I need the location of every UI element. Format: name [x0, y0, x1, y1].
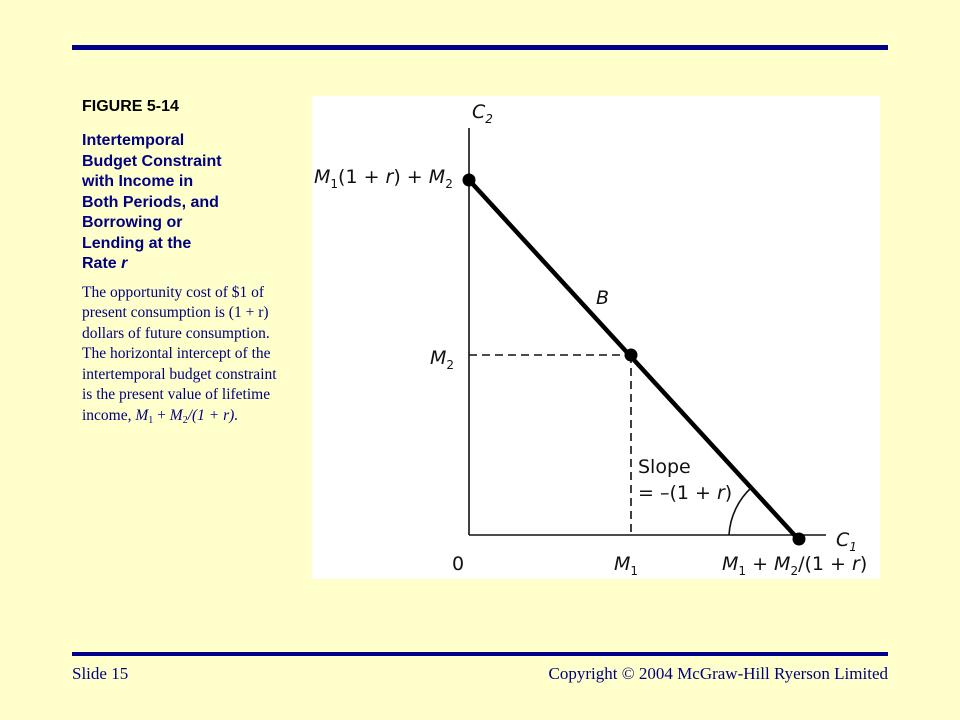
slope-angle-arc: [729, 487, 752, 535]
diagram-svg: [312, 96, 880, 579]
slope-label-line1: Slope: [638, 456, 691, 478]
bottom-divider: [72, 652, 888, 656]
figure-description-text: The opportunity cost of $1 of present consumption is (1 + r) dollars of future consumption. The horizontal intercept of the intertemporal budget constraint is the present value of lifetime income,: [82, 283, 277, 424]
x-intercept-point: [793, 533, 806, 546]
x-axis-label: $C_1$: [836, 529, 857, 554]
m1-axis-label: $M_1$: [614, 553, 639, 578]
top-divider: [72, 45, 888, 50]
figure-description: [82, 283, 290, 427]
origin-label: 0: [452, 553, 465, 575]
budget-constraint-diagram: [312, 96, 880, 579]
m2-axis-label: $M_2$: [430, 347, 455, 372]
slope-label-line2: = –(1 + r): [638, 482, 733, 504]
figure-title: Intertemporal Budget Constraint with Income in Both Periods, and Borrowing or Lending at the Rate r: [82, 132, 222, 272]
y-intercept-point: [463, 174, 476, 187]
figure-number: FIGURE 5-14: [82, 98, 179, 115]
x-intercept-label: $M_1 + M_2/(1 + r)$: [722, 553, 868, 578]
point-b-label: B: [596, 287, 610, 309]
endowment-point: [625, 349, 638, 362]
figure-caption: [82, 97, 290, 426]
slide-number: Slide 15: [72, 664, 129, 683]
figure-description-formula: $M_1 + M_2/(1 + r)$.: [135, 406, 239, 426]
y-axis-label: $C_2$: [472, 101, 493, 126]
copyright-notice: Copyright © 2004 McGraw-Hill Ryerson Limited: [548, 664, 888, 683]
y-intercept-label: $M_1(1 + r) + M_2$: [314, 166, 453, 191]
